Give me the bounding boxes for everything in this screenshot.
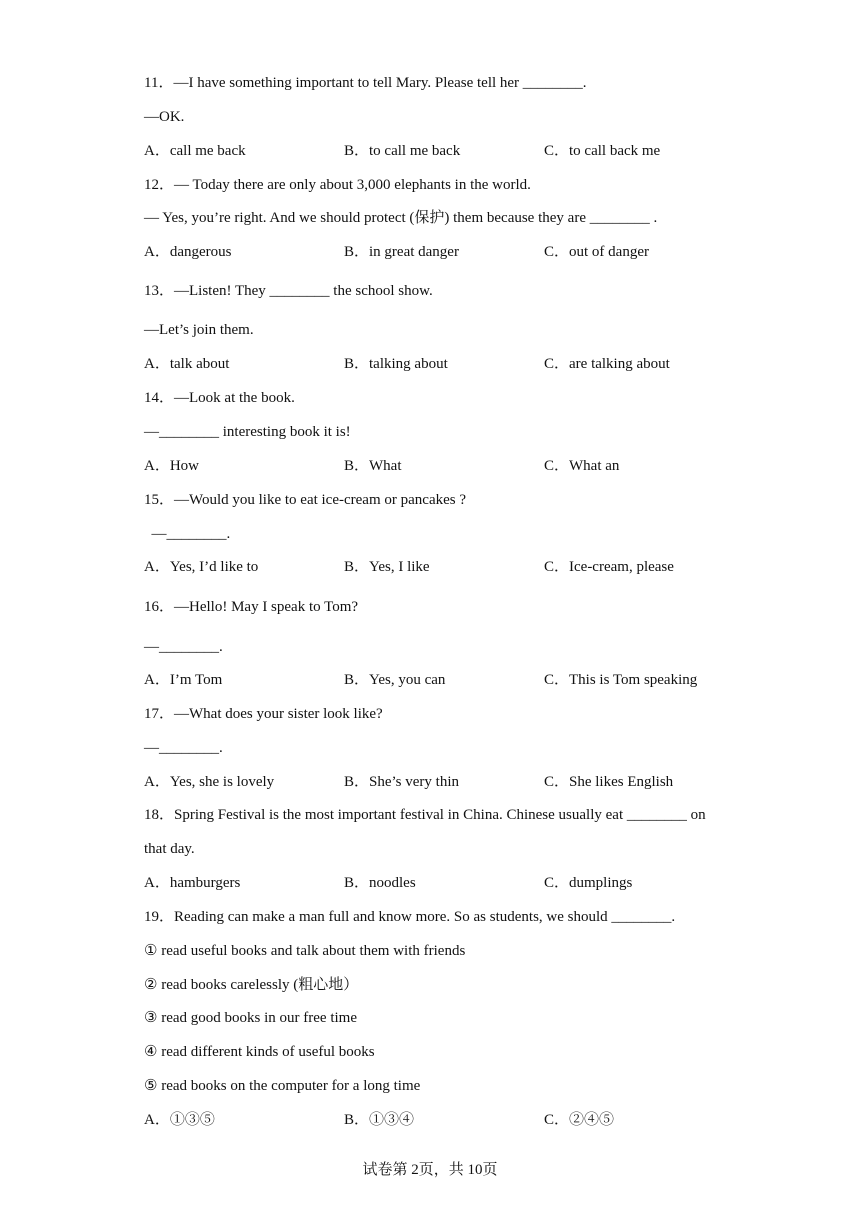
page-footer: 试卷第 2页，共 10页 <box>362 1162 498 1178</box>
question-19-item-1: ① read useful books and talk about them with friends <box>144 943 466 959</box>
question-11-reply: —OK. <box>144 109 185 125</box>
question-19-option-b: B．①③④ <box>344 1112 415 1128</box>
question-12-reply: — Yes, you’re right. And we should protect (保护) them because they are ________ . <box>144 210 658 226</box>
question-13-option-a: A．talk about <box>144 356 230 372</box>
question-11-option-b: B．to call me back <box>344 143 461 159</box>
question-14-option-b: B．What <box>344 458 402 474</box>
question-16-reply: —________. <box>144 639 223 655</box>
question-19-item-5: ⑤ read books on the computer for a long time <box>144 1078 421 1094</box>
question-14-reply: —________ interesting book it is! <box>144 424 351 440</box>
question-16-stem: 16．—Hello! May I speak to Tom? <box>144 599 359 615</box>
question-15-option-a: A．Yes, I’d like to <box>144 559 259 575</box>
question-19-item-3: ③ read good books in our free time <box>144 1010 357 1026</box>
question-11-option-c: C．to call back me <box>544 143 661 159</box>
question-12-option-a: A．dangerous <box>144 244 232 260</box>
question-13-stem: 13．—Listen! They ________ the school show. <box>144 283 433 299</box>
question-13-option-b: B．talking about <box>344 356 448 372</box>
question-17-option-b: B．She’s very thin <box>344 774 459 790</box>
question-18-stem-continued: that day. <box>144 841 195 857</box>
question-16-option-c: C．This is Tom speaking <box>544 672 698 688</box>
question-16-option-b: B．Yes, you can <box>344 672 446 688</box>
question-13-option-c: C．are talking about <box>544 356 670 372</box>
question-15-option-b: B．Yes, I like <box>344 559 430 575</box>
question-17-option-a: A．Yes, she is lovely <box>144 774 275 790</box>
question-13-reply: —Let’s join them. <box>144 322 254 338</box>
question-18-option-b: B．noodles <box>344 875 416 891</box>
question-19-item-2: ② read books carelessly (粗心地） <box>144 977 359 993</box>
question-12-stem: 12．— Today there are only about 3,000 elephants in the world. <box>144 177 531 193</box>
question-17-stem: 17．—What does your sister look like? <box>144 706 383 722</box>
question-14-option-a: A．How <box>144 458 199 474</box>
question-17-option-c: C．She likes English <box>544 774 674 790</box>
question-15-reply: —________. <box>144 526 231 542</box>
question-18-option-c: C．dumplings <box>544 875 633 891</box>
question-19-option-c: C．②④⑤ <box>544 1112 615 1128</box>
question-12-option-b: B．in great danger <box>344 244 459 260</box>
question-19-stem: 19．Reading can make a man full and know more. So as students, we should ________. <box>144 909 676 925</box>
question-19-option-a: A．①③⑤ <box>144 1112 215 1128</box>
question-14-stem: 14．—Look at the book. <box>144 390 295 406</box>
question-18-option-a: A．hamburgers <box>144 875 241 891</box>
question-17-reply: —________. <box>144 740 223 756</box>
question-19-item-4: ④ read different kinds of useful books <box>144 1044 375 1060</box>
question-11-option-a: A．call me back <box>144 143 246 159</box>
question-14-option-c: C．What an <box>544 458 620 474</box>
question-18-stem: 18．Spring Festival is the most important festival in China. Chinese usually eat ________ on <box>144 807 706 823</box>
question-16-option-a: A．I’m Tom <box>144 672 223 688</box>
question-11-stem: 11．—I have something important to tell Mary. Please tell her ________. <box>144 75 587 91</box>
question-15-stem: 15．—Would you like to eat ice-cream or pancakes ? <box>144 492 467 508</box>
question-12-option-c: C．out of danger <box>544 244 649 260</box>
question-15-option-c: C．Ice-cream, please <box>544 559 674 575</box>
